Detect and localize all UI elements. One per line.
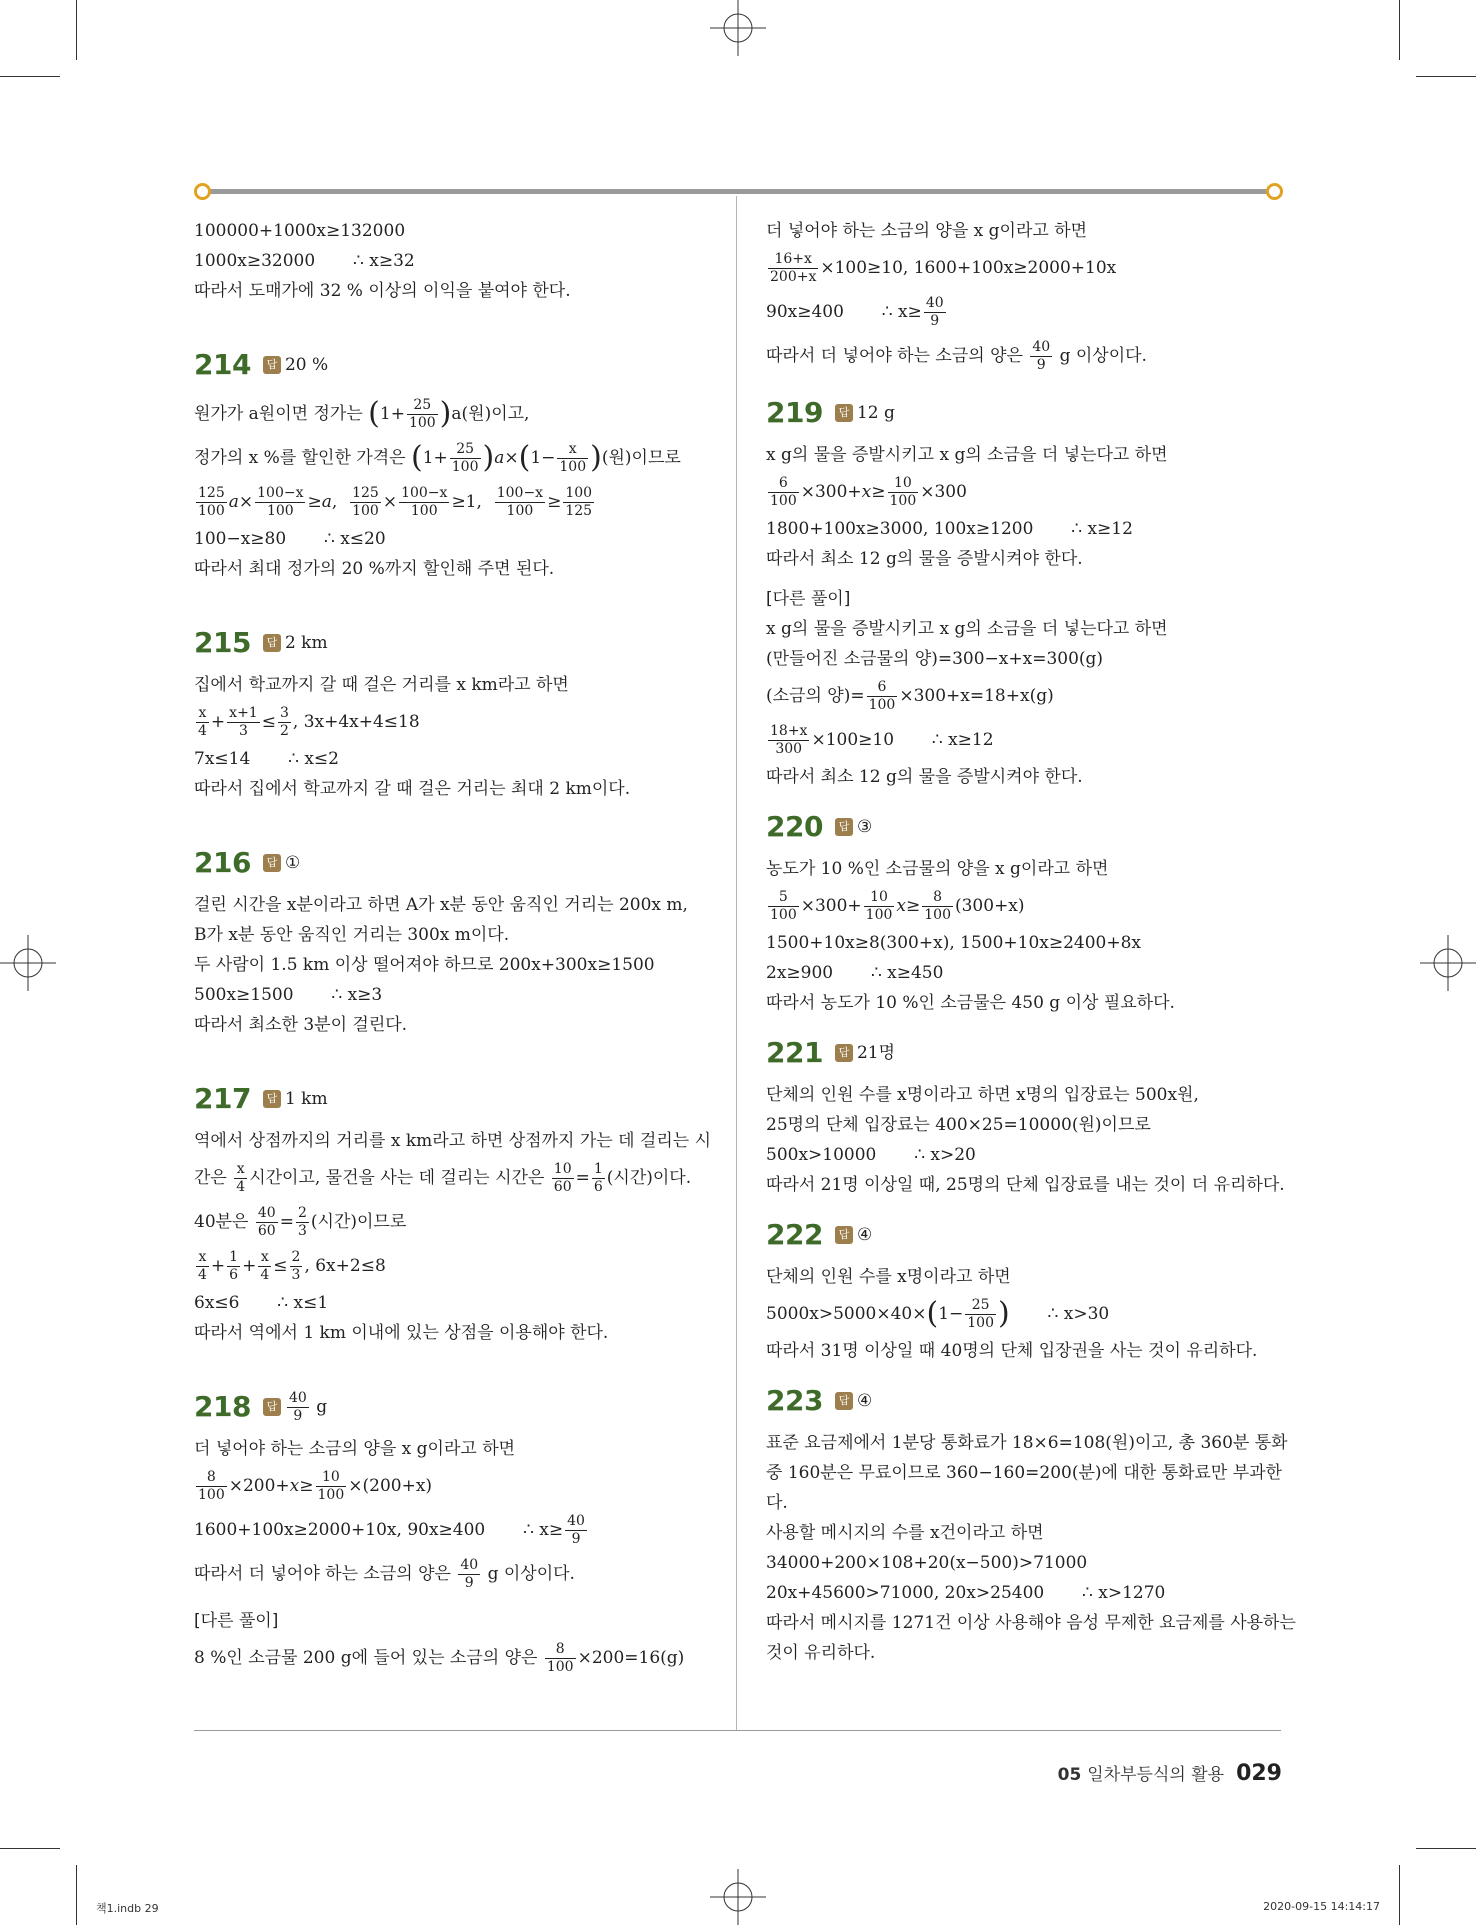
text-line: 집에서 학교까지 갈 때 걸은 거리를 x km라고 하면 bbox=[194, 675, 569, 695]
text-line: 역에서 상점까지의 거리를 x km라고 하면 상점까지 가는 데 걸리는 시 bbox=[194, 1131, 712, 1151]
text-line: 단체의 인원 수를 x명이라고 하면 bbox=[766, 1267, 1011, 1287]
text-line: 두 사람이 1.5 km 이상 떨어져야 하므로 200x+300x≥1500 bbox=[194, 955, 655, 975]
text-line: 따라서 농도가 10 %인 소금물은 450 g 이상 필요하다. bbox=[766, 993, 1175, 1013]
math-line: $\frac{x}{4}$ + $\frac{1}{6}$ + $\frac{x}{4}$ ≤ $\frac{2}{3}$ , 6x+2≤8 bbox=[198, 1248, 386, 1283]
text-line: 걸린 시간을 x분이라고 하면 A가 x분 동안 움직인 거리는 200x m, bbox=[194, 895, 688, 915]
problem-216-header bbox=[194, 838, 714, 888]
text-line: 표준 요금제에서 1분당 통화료가 18×6=108(원)이고, 총 360분 통화 bbox=[766, 1433, 1288, 1453]
text-line: 따라서 도매가에 32 % 이상의 이익을 붙여야 한다. bbox=[194, 281, 571, 301]
math-line: 100−x≥80 ∴ x≤20 bbox=[194, 529, 386, 549]
problem-215-header bbox=[194, 618, 714, 668]
text-line: 따라서 최소 12 g의 물을 증발시켜야 한다. bbox=[766, 767, 1083, 787]
text-line: 따라서 최대 정가의 20 %까지 할인해 주면 된다. bbox=[194, 559, 555, 579]
header-rule-dot bbox=[1266, 183, 1283, 200]
problem-number: 215 bbox=[194, 626, 251, 659]
math-line: $\frac{x}{4}$ + $\frac{x+1}{3}$ ≤ $\frac{3}{2}$ , 3x+4x+4≤18 bbox=[198, 704, 420, 739]
problem-218-header: 218 답 $\frac{40}{9}$ g bbox=[194, 1389, 328, 1424]
text-line: 따라서 메시지를 1271건 이상 사용해야 음성 무제한 요금제를 사용하는 bbox=[766, 1613, 1296, 1633]
alt-solution-label: [다른 풀이] bbox=[766, 589, 851, 609]
answer-value: 21명 bbox=[856, 1043, 896, 1063]
text-line: 더 넣어야 하는 소금의 양을 x g이라고 하면 bbox=[766, 221, 1088, 241]
problem-214-header bbox=[194, 340, 714, 390]
alt-solution-label: [다른 풀이] bbox=[194, 1611, 279, 1631]
answer-value: ① bbox=[284, 853, 301, 873]
math-line: 34000+200×108+20(x−500)>71000 bbox=[766, 1553, 1088, 1573]
problem-number: 219 bbox=[766, 396, 823, 429]
answer-value: 1 km bbox=[284, 1089, 328, 1109]
answer-badge: 답 bbox=[835, 1044, 853, 1062]
page-number: 029 bbox=[1236, 1761, 1282, 1786]
answer-value: 20 % bbox=[284, 355, 329, 375]
problem-number: 217 bbox=[194, 1082, 251, 1115]
text-line: 농도가 10 %인 소금물의 양을 x g이라고 하면 bbox=[766, 859, 1109, 879]
answer-value: ③ bbox=[856, 817, 873, 837]
text-line: 것이 유리하다. bbox=[766, 1643, 876, 1663]
problem-217-header bbox=[194, 1074, 714, 1124]
math-line: $\frac{16+x}{200+x}$ ×100≥10, 1600+100x≥2000+10x bbox=[770, 250, 1117, 285]
answer-badge: 답 bbox=[835, 1392, 853, 1410]
text-line: 따라서 역에서 1 km 이내에 있는 상점을 이용해야 한다. bbox=[194, 1323, 609, 1343]
problem-220-header bbox=[766, 802, 1286, 852]
chapter-number: 05 bbox=[1057, 1765, 1082, 1785]
math-line: 7x≤14 ∴ x≤2 bbox=[194, 749, 339, 769]
answer-badge: 답 bbox=[835, 404, 853, 422]
text-line: 따라서 최소한 3분이 걸린다. bbox=[194, 1015, 408, 1035]
crop-mark bbox=[1399, 1865, 1400, 1925]
math-line: $\frac{18+x}{300}$ ×100≥10 ∴ x≥12 bbox=[770, 722, 994, 757]
text-line: 따라서 더 넣어야 하는 소금의 양은 $\frac{40}{9}$ g 이상이다. bbox=[766, 338, 1147, 373]
registration-mark-icon bbox=[710, 0, 766, 56]
text-line: 따라서 집에서 학교까지 갈 때 걸은 거리는 최대 2 km이다. bbox=[194, 779, 631, 799]
problem-221-header bbox=[766, 1028, 1286, 1078]
text-line: 따라서 더 넣어야 하는 소금의 양은 $\frac{40}{9}$ g 이상이다. bbox=[194, 1556, 575, 1591]
answer-badge: 답 bbox=[263, 356, 281, 374]
answer-badge: 답 bbox=[263, 1398, 281, 1416]
math-line: 500x>10000 ∴ x>20 bbox=[766, 1145, 976, 1165]
problem-number: 223 bbox=[766, 1384, 823, 1417]
crop-mark bbox=[1416, 76, 1476, 77]
answer-badge: 답 bbox=[263, 634, 281, 652]
text-line: 따라서 21명 이상일 때, 25명의 단체 입장료를 내는 것이 더 유리하다. bbox=[766, 1175, 1285, 1195]
math-line: 2x≥900 ∴ x≥450 bbox=[766, 963, 944, 983]
text-line: 다. bbox=[766, 1493, 788, 1513]
math-line: $\frac{8}{100}$ ×200+ x ≥ $\frac{10}{100}$ ×(200+x) bbox=[198, 1468, 433, 1503]
chapter-title: 일차부등식의 활용 bbox=[1087, 1765, 1225, 1785]
math-line: 100000+1000x≥132000 bbox=[194, 221, 406, 241]
header-rule-dot bbox=[194, 183, 211, 200]
text-line: 따라서 최소 12 g의 물을 증발시켜야 한다. bbox=[766, 549, 1083, 569]
crop-mark bbox=[0, 1848, 60, 1849]
math-line: 1800+100x≥3000, 100x≥1200 ∴ x≥12 bbox=[766, 519, 1133, 539]
answer-value: ④ bbox=[856, 1391, 873, 1411]
answer-value: ④ bbox=[856, 1225, 873, 1245]
footer-rule bbox=[194, 1730, 1281, 1731]
header-rule bbox=[198, 189, 1276, 194]
text-line: B가 x분 동안 움직인 거리는 300x m이다. bbox=[194, 925, 510, 945]
crop-mark bbox=[0, 76, 60, 77]
problem-222-header bbox=[766, 1210, 1286, 1260]
answer-badge: 답 bbox=[263, 1090, 281, 1108]
math-line: 500x≥1500 ∴ x≥3 bbox=[194, 985, 383, 1005]
math-line: 6x≤6 ∴ x≤1 bbox=[194, 1293, 329, 1313]
fraction: $\frac{25}{100}$ bbox=[451, 440, 479, 475]
math-line: 1000x≥32000 ∴ x≥32 bbox=[194, 251, 415, 271]
text-line: 중 160분은 무료이므로 360−160=200(분)에 대한 통화료만 부과한 bbox=[766, 1463, 1282, 1483]
registration-mark-icon bbox=[0, 935, 56, 991]
math-line: (소금의 양)= $\frac{6}{100}$ ×300+x=18+x(g) bbox=[766, 678, 1054, 713]
answer-value: $\frac{40}{9}$ bbox=[288, 1389, 307, 1424]
math-line: 40분은 $\frac{40}{60}$ = $\frac{2}{3}$ (시간)이므로 bbox=[194, 1204, 407, 1239]
text-line: 단체의 인원 수를 x명이라고 하면 x명의 입장료는 500x원, bbox=[766, 1085, 1199, 1105]
print-slug-file: 책1.indb 29 bbox=[96, 1902, 159, 1915]
text-line: 사용할 메시지의 수를 x건이라고 하면 bbox=[766, 1523, 1044, 1543]
answer-badge: 답 bbox=[263, 854, 281, 872]
crop-mark bbox=[76, 0, 77, 60]
answer-value: 12 g bbox=[856, 403, 895, 423]
math-line: 원가가 a원이면 정가는 ( 1+ $\frac{25}{100}$ ) a(원)이고, bbox=[194, 396, 530, 431]
math-line: 90x≥400 ∴ x≥ $\frac{40}{9}$ bbox=[766, 294, 944, 329]
math-line: 8 %인 소금물 200 g에 들어 있는 소금의 양은 $\frac{8}{100}$ ×200=16(g) bbox=[194, 1640, 685, 1675]
math-line: 정가의 x %를 할인한 가격은 ( 1+ $\frac{25}{100}$ ) a × ( 1− $\frac{x}{100}$ ) (원)이므로 bbox=[194, 440, 681, 475]
page-footer bbox=[1058, 1760, 1282, 1786]
text-line: x g의 물을 증발시키고 x g의 소금을 더 넣는다고 하면 bbox=[766, 445, 1168, 465]
problem-number: 221 bbox=[766, 1036, 823, 1069]
answer-badge: 답 bbox=[835, 818, 853, 836]
math-line: 1500+10x≥8(300+x), 1500+10x≥2400+8x bbox=[766, 933, 1142, 953]
crop-mark bbox=[1399, 0, 1400, 60]
math-line: $\frac{5}{100}$ ×300+ $\frac{10}{100}$ x ≥ $\frac{8}{100}$ (300+x) bbox=[770, 888, 1025, 923]
text-line: x g의 물을 증발시키고 x g의 소금을 더 넣는다고 하면 bbox=[766, 619, 1168, 639]
answer-value: 2 km bbox=[284, 633, 328, 653]
math-line: 간은 $\frac{x}{4}$ 시간이고, 물건을 사는 데 걸리는 시간은 $\frac{10}{60}$ = $\frac{1}{6}$ (시간)이다. bbox=[194, 1160, 692, 1195]
problem-223-header bbox=[766, 1376, 1286, 1426]
problem-number: 216 bbox=[194, 846, 251, 879]
math-line: $\frac{6}{100}$ ×300+ x ≥ $\frac{10}{100}$ ×300 bbox=[770, 474, 967, 509]
problem-number: 218 bbox=[194, 1390, 251, 1423]
right-column bbox=[766, 216, 1296, 1668]
problem-number: 214 bbox=[194, 348, 251, 381]
math-line: 1600+100x≥2000+10x, 90x≥400 ∴ x≥ $\frac{40}{9}$ bbox=[194, 1512, 585, 1547]
problem-219-header bbox=[766, 388, 1286, 438]
registration-mark-icon bbox=[710, 1869, 766, 1925]
problem-number: 220 bbox=[766, 810, 823, 843]
left-column bbox=[194, 216, 714, 1680]
math-line: 20x+45600>71000, 20x>25400 ∴ x>1270 bbox=[766, 1583, 1166, 1603]
crop-mark bbox=[1416, 1848, 1476, 1849]
math-line: $\frac{125}{100}$ a × $\frac{100-x}{100}$ ≥ a , $\frac{125}{100}$ × $\frac{100-x}{100}$ ≥1, $\frac{100-x}{100}$ ≥ $\frac{100}{125}$ bbox=[198, 484, 593, 519]
column-divider bbox=[736, 196, 737, 1731]
print-slug-timestamp: 2020-09-15 14:14:17 bbox=[1263, 1900, 1380, 1913]
answer-badge: 답 bbox=[835, 1226, 853, 1244]
fraction: $\frac{x}{100}$ bbox=[559, 440, 587, 475]
problem-number: 222 bbox=[766, 1218, 823, 1251]
text-line: 25명의 단체 입장료는 400×25=10000(원)이므로 bbox=[766, 1115, 1151, 1135]
math-line: (만들어진 소금물의 양)=300−x+x=300(g) bbox=[766, 649, 1104, 669]
text-line: 따라서 31명 이상일 때 40명의 단체 입장권을 사는 것이 유리하다. bbox=[766, 1341, 1258, 1361]
registration-mark-icon bbox=[1420, 935, 1476, 991]
math-line: 5000x>5000×40× ( 1− $\frac{25}{100}$ ) ∴ x>30 bbox=[766, 1296, 1110, 1331]
text-line: 더 넣어야 하는 소금의 양을 x g이라고 하면 bbox=[194, 1439, 516, 1459]
crop-mark bbox=[76, 1865, 77, 1925]
fraction: $\frac{25}{100}$ bbox=[408, 396, 436, 431]
